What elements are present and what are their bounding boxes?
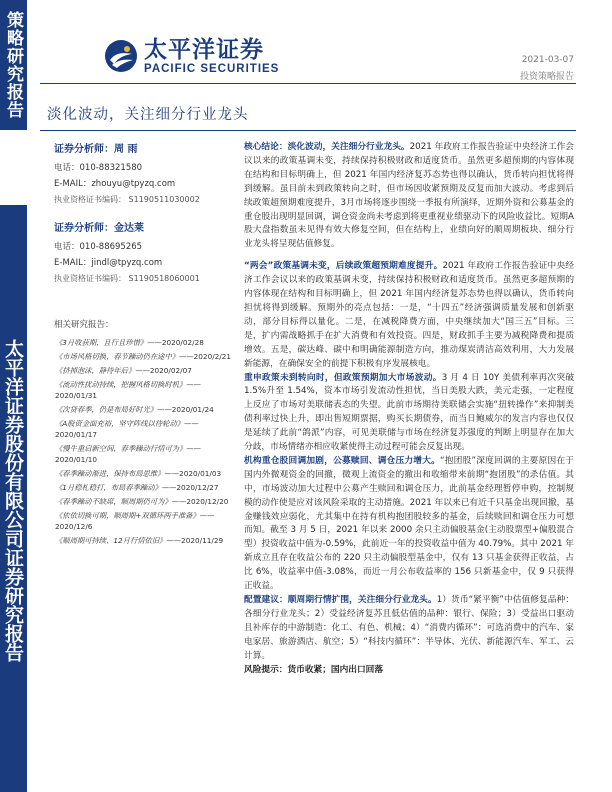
logo-chinese-name: 太平洋证券 bbox=[144, 37, 264, 63]
sidebar-company-label: 太平洋证券股份有限公司证券研究报告 bbox=[0, 205, 27, 792]
fund-paragraph bbox=[244, 455, 574, 594]
risk-text: 货币收紧；国内出口回落 bbox=[287, 664, 383, 675]
volatility-text: 3 月 4 日 10Y 美债利率再次突破 1.5%升至 1.54%，资本市场引发流动性担忧，当日美股大跌，美元走强，一定程度上反应了市场对美联储表态的失望。此前市场期待美联储会实施“扭转操作”来抑制美债利率过快上升，即出售短期票据，购买长期债券，而当日鲍威尔的发言内容也仅仅是延续了此前“鸽派”内容，可见美联储与市场在经济复苏强度的判断上明显存在加大分歧，市场情绪亦相应收紧使得主动过程可能会反复出现。 bbox=[244, 372, 575, 453]
fund-lead: 机构重仓股回调加剧，公募赎回、调仓压力增大。 bbox=[244, 455, 441, 466]
analyst-cert: 执业资格证书编码： S1190511030002 bbox=[54, 195, 200, 204]
risk-paragraph bbox=[244, 664, 574, 678]
title-divider bbox=[40, 130, 576, 131]
report-body bbox=[244, 141, 574, 677]
pacific-logo-icon bbox=[104, 39, 138, 73]
analyst-block bbox=[54, 219, 200, 287]
policy-lead: “两会”政策基调未变，后续政策超预期难度提升。 bbox=[244, 261, 443, 272]
core-conclusion-lead: 核心结论：淡化波动，关注细分行业龙头。 bbox=[244, 142, 410, 152]
related-reports-heading: 相关研究报告： bbox=[54, 320, 114, 330]
allocation-text: 1）货币“紧平衡”中估值修复品种：各细分行业龙头；2）受益经济复苏且低估值的品种：银行、保险；3）受益出口驱动且补库存的中游制造：化工、有色、机械；4）“消费内循环”：可选消费中的汽车、家电家居、旅游酒店、航空；5）“科技内循环”：半导体、光伏、新能源汽车、军工、云计算。 bbox=[244, 595, 575, 661]
related-report-item[interactable]: 《春季躁动渐进，保持布局思维》——2020/01/03 bbox=[55, 469, 222, 479]
related-report-item[interactable]: 《慢牛重启新空间，春季躁动行情可为》——2020/01/10 bbox=[55, 444, 201, 464]
company-logo bbox=[104, 37, 279, 75]
related-reports-list bbox=[55, 338, 237, 550]
related-report-item[interactable]: 《依依切换可期，顺周期+双循环两手准备》——2020/12/6 bbox=[55, 511, 215, 532]
related-report-item[interactable]: 《3月收获期，且行且珍惜》——2020/02/28 bbox=[55, 338, 204, 347]
core-conclusion-paragraph bbox=[244, 141, 574, 252]
analyst-email[interactable]: zhouyu@tpyzq.com bbox=[91, 179, 176, 189]
policy-text: 2021 年政府工作报告验证中央经济工作会议以来的政策基调未变，持续保持积极财政和适度货币。虽然更多超预期的内容体现在结构和目标明确上，但 2021 年国内经济复苏态势也得以确认，货币转向担忧将得到缓解。预期外的亮点包括：一是，“十四五”经济强调质量发展和创新驱动，部分目标得以量化。二是，在减税降费方面，中央继续加大“国三五”目标。三是，扩内需战略抓手在扩大消费和有效投资。四是，财政抓手主要为减税降费和提质增效。五是，碳达峰、碳中和明确能源制造方向，推动煤炭清洁高效利用，大力发展新能源，在确保安全的前提下积极有序发展核电。 bbox=[244, 261, 574, 369]
volatility-lead: 重申政策未到转向时，但政策预期加大市场波动。 bbox=[244, 372, 442, 383]
report-type: 投资策略报告 bbox=[519, 72, 574, 82]
analyst-cert: 执业资格证书编码： S1190518060001 bbox=[54, 274, 200, 283]
sidebar-category-label: 策略研究报告 bbox=[0, 0, 27, 130]
analyst-phone: 电话：010-88321580 bbox=[54, 163, 143, 173]
related-report-item[interactable]: 《挤掉泡沫，静待年后》——2020/02/07 bbox=[55, 366, 192, 376]
related-report-item[interactable]: 《1月稳札稳打，布局春季躁动》——2020/12/27 bbox=[55, 483, 219, 493]
analyst-email[interactable]: jindl@tpyzq.com bbox=[91, 258, 163, 268]
fund-text: “抱团股”深度回调的主要原因在于国内外微观资金的回撤，微观上流资金的撤出和收缩带来前期“抱团股”的杀估值。其中，市场波动加大过程中公募产生赎回和调仓压力，此前基金经理暂停申购，控制规模的动作使是应对该风险采取的主动措施。2021 年以来已有近千只基金出现回撤，基金赚钱效应弱化，尤其集中在持有机构抱团股较多的基金，后续赎回和调仓压力可想而知。截至 3 月 5 日，2021 年以来 2000 余只主动偏股基金(主动股票型+偏股混合型）投资收益中值为-0.59%，此前近一年的投资收益中值为 40.79%。其中 2021 年新成立且存在收益公布的 220 只主动偏股型基金中，仅有 13 只基金获得正收益，占比 6%，收益率中值-3.08%，而近一月公布收益率的 156 只新基金中，仅 9 只获得正收益。 bbox=[244, 455, 574, 592]
related-report-item[interactable]: 《次贷春季，仍是布局好时光》——2020/01/24 bbox=[55, 405, 214, 415]
allocation-lead: 配置建议：顺周期行情扩围，关注细分行业龙头。 bbox=[244, 595, 437, 605]
volatility-paragraph bbox=[244, 372, 574, 455]
related-report-item[interactable]: 《A股资金面充裕，坚守阵线以待轮动》——2020/01/17 bbox=[55, 419, 199, 440]
analyst-email-label: E-MAIL： bbox=[54, 258, 92, 268]
analyst-email-label: E-MAIL： bbox=[54, 179, 92, 189]
policy-paragraph bbox=[244, 260, 574, 371]
analyst-block bbox=[54, 140, 200, 208]
logo-english-name: PACIFIC SECURITIES bbox=[144, 63, 280, 75]
core-conclusion-text: 2021 年政府工作报告验证中央经济工作会议以来的政策基调未变，持续保持积极财政和适度货币。虽然更多超预期的内容体现在结构和目标明确上，但 2021 年国内经济复苏态势也得以确认，货币转向担忧将得到缓解。虽目前未到政策转向之时，但市场因收紧预期及反复而加大波动。考虑到后续政策超预期难度提升，3月市场将逐步围绕一季报有所演绎，近期外资和公募基金的重仓股出现明显回调，调仓资金尚未考虑到将更重视业绩驱动下的风险收益比。短期A股大盘指数虽未见得有效大修复空间，但在结构上，业绩向好的顺周期板块、细分行业龙头将呈现估值修复。 bbox=[244, 142, 574, 250]
analyst-phone: 电话：010-88695265 bbox=[54, 242, 143, 252]
analyst-name: 证券分析师：周 雨 bbox=[54, 144, 138, 155]
related-report-item[interactable]: 《流动性扰动持续，把握风格切换时机》——2020/01/31 bbox=[55, 380, 201, 401]
related-report-item[interactable]: 《春季躁动不缺席，顺周期仍可为》——2020/12/20 bbox=[55, 497, 229, 507]
related-report-item[interactable]: 《顺周期可持续、12月行情依旧》——2020/11/29 bbox=[55, 536, 224, 546]
related-report-item[interactable]: 《市场风格切换，春节躁动仍在途中》——2020/2/21 bbox=[55, 352, 232, 362]
header-divider bbox=[40, 83, 576, 84]
page-title: 淡化波动，关注细分行业龙头 bbox=[47, 107, 249, 123]
analyst-name: 证券分析师：金达莱 bbox=[54, 223, 144, 234]
allocation-paragraph bbox=[244, 594, 574, 664]
risk-lead: 风险提示： bbox=[244, 664, 288, 675]
report-date: 2021-03-07 bbox=[521, 55, 574, 65]
